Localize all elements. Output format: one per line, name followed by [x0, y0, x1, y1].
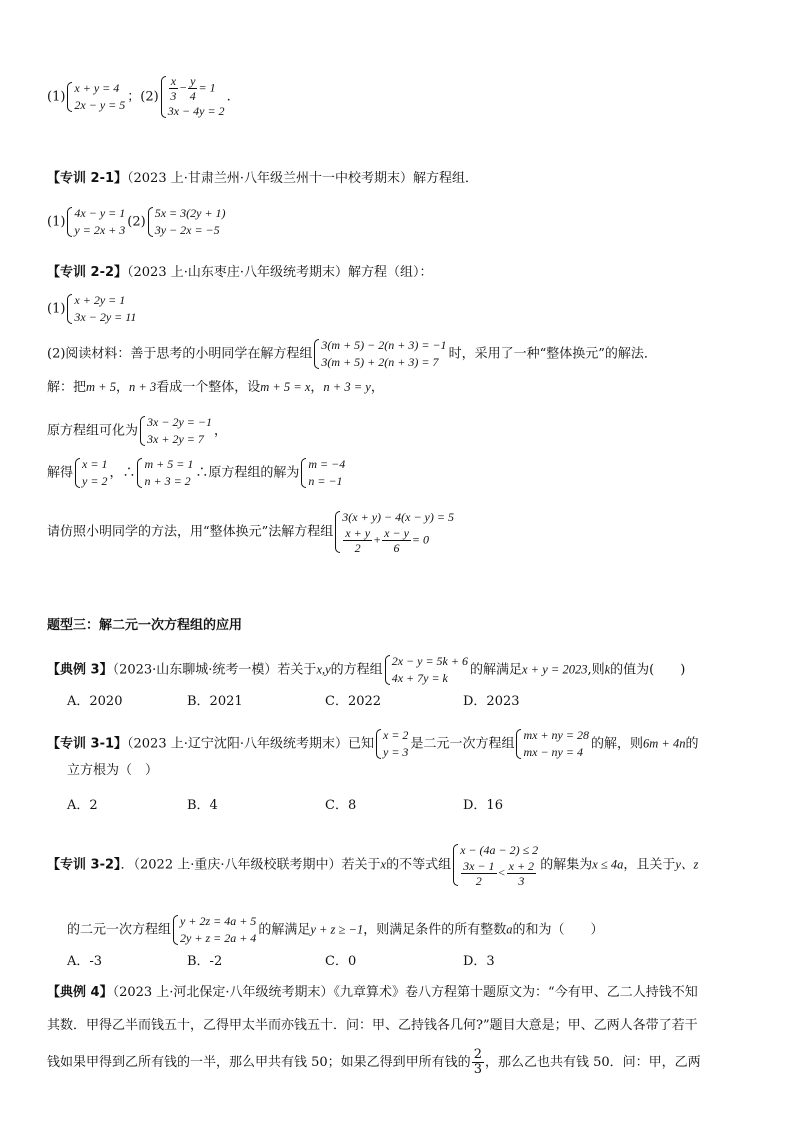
equation-system	[137, 456, 193, 490]
text: 的二元一次方程组	[67, 922, 172, 938]
math: n + 3	[129, 380, 157, 394]
eq-row: 2x − y = 5	[74, 98, 126, 112]
option-d: D．3	[463, 954, 495, 969]
math: m + 5 = x	[260, 380, 311, 394]
eq-row: 5x = 3(2y + 1)	[154, 206, 226, 220]
eq-row: m + 5 = 1	[144, 457, 194, 471]
eq-row: 3x − 2y = 11	[74, 310, 137, 324]
text: ，则满足条件的所有整数	[363, 922, 507, 938]
equation-system	[67, 80, 125, 114]
text: ，	[370, 380, 384, 395]
option-b: B．4	[187, 798, 218, 813]
text: 的解满足	[258, 922, 311, 938]
text: ．（2022 上·重庆·八年级校联考期中）若关于	[120, 857, 381, 873]
text: 的解集为	[540, 857, 593, 873]
denominator: 2	[354, 541, 361, 555]
text: 的不等式组	[386, 857, 452, 873]
eq-row: m = −4	[308, 457, 346, 471]
part-label: (1)	[47, 214, 66, 230]
operator: <	[497, 865, 506, 880]
denominator: 6	[393, 541, 400, 555]
option-d: D．2023	[463, 694, 520, 709]
equation-system	[148, 205, 226, 239]
part-label: (1)	[47, 301, 66, 317]
text: 看成一个整体，设	[156, 380, 261, 395]
eq-row: x = 1	[82, 457, 108, 471]
fraction	[343, 526, 372, 555]
problem-tag: 【专训 3-2】	[47, 857, 121, 873]
zx22-imitate	[47, 509, 456, 555]
equation-system	[75, 456, 107, 490]
math: x + y = 2023	[521, 662, 588, 677]
text: 的和为（ ）	[512, 922, 604, 938]
period: .	[226, 89, 231, 105]
eq-row: 3x − 2y = −1	[147, 415, 212, 429]
text: 的方程组	[330, 662, 383, 678]
equation-system	[140, 414, 212, 448]
dl4-line3	[47, 1048, 701, 1077]
dl4-line1	[47, 985, 698, 1001]
fraction	[507, 859, 536, 888]
denominator: 3	[518, 874, 525, 888]
equation-system	[335, 509, 454, 555]
problem-tag: 【专训 3-1】	[47, 736, 128, 752]
equation-system	[385, 653, 468, 687]
option-c: C．2022	[325, 694, 382, 709]
problem-tag: 【典例 3】	[47, 662, 113, 678]
eq-row: mx + ny = 28	[523, 728, 589, 742]
math: a	[506, 922, 513, 937]
text: ，	[213, 423, 227, 439]
eq-row: 2x − y = 5k + 6	[391, 654, 468, 668]
math: 6m + 4n	[642, 736, 686, 751]
zx22-solution-intro	[47, 379, 384, 396]
eq-row: $\frac{x}{3}$ − $\frac{y}{4}$ = 1	[170, 74, 216, 103]
eq-row: x + y = 4	[74, 81, 120, 95]
dl3-question	[47, 653, 685, 687]
option-c: C．0	[325, 954, 357, 969]
equation-system	[516, 727, 589, 761]
text: ，且关于	[623, 857, 676, 873]
eq-row: 2y + z = 2a + 4	[180, 931, 257, 945]
text: 的解，则	[590, 736, 643, 752]
fraction	[472, 1048, 484, 1077]
fraction	[461, 859, 496, 888]
zx21-equations	[47, 205, 228, 239]
text: 时，采用了一种“整体换元”的解法．	[448, 346, 657, 362]
zx32-question	[47, 842, 698, 888]
eq-row: 4x + 7y = k	[391, 671, 448, 685]
equation-system	[173, 913, 256, 947]
math: n + 3 = y	[323, 380, 371, 394]
option-b: B．2021	[187, 694, 243, 709]
text: 的	[685, 736, 699, 752]
eq-row: y = 2	[82, 474, 108, 488]
zx22-orig	[47, 414, 227, 448]
section-title: 题型三：解二元一次方程组的应用	[47, 618, 243, 633]
denominator: 2	[475, 874, 482, 888]
option-a: A．2020	[67, 694, 123, 709]
zx32-line2	[67, 913, 604, 947]
eq-row: x + 2y = 1	[74, 293, 126, 307]
text: 请仿照小明同学的方法，用“整体换元”法解方程组	[47, 524, 334, 540]
equation-system	[314, 337, 446, 371]
eq-row: 3(m + 5) + 2(n + 3) = 7	[321, 355, 439, 369]
denominator: 3	[170, 89, 177, 103]
eq-row: 4x − y = 1	[74, 206, 126, 220]
eq-row: 3x − 4y = 2	[167, 104, 225, 118]
text: （2023·山东聊城·统考一模）若关于	[112, 662, 317, 678]
fraction	[188, 74, 197, 103]
eq-tail: = 1	[198, 80, 216, 95]
option-a: A．-3	[67, 954, 103, 969]
math: x ≤ 4a	[592, 857, 624, 872]
eq-row	[460, 859, 538, 888]
text: 原方程组可化为	[47, 423, 139, 439]
separator: ；(2)	[127, 89, 159, 105]
eq-row: 3x + 2y = 7	[147, 432, 204, 446]
text: （2023 上·辽宁沈阳·八年级统考期末）已知	[127, 736, 374, 752]
problem-tag: 【典例 4】	[47, 985, 113, 1000]
text: 钱如果甲得到乙所有钱的一半，那么甲共有钱 50；如果乙得到甲所有钱的	[47, 1055, 471, 1070]
text: ∴原方程组的解为	[195, 465, 300, 481]
eq-tail: = 0	[411, 532, 430, 547]
eq-row: 3(m + 5) − 2(n + 3) = −1	[321, 338, 447, 352]
math: x	[380, 857, 387, 872]
eq-row: x − (4a − 2) ≤ 2	[460, 843, 539, 857]
part-label: (2)	[127, 214, 146, 230]
zx22-solved	[47, 456, 347, 490]
problem-tag: 【专训 2-2】	[47, 265, 128, 280]
zx31-line2: 立方根为（ ）	[67, 763, 159, 778]
numerator: x − y	[384, 526, 409, 540]
zx31-question	[47, 727, 698, 761]
problem-tag: 【专训 2-1】	[47, 171, 128, 186]
eq-row: n = −1	[308, 474, 343, 488]
top-equations	[47, 74, 231, 120]
eq-row: 3y − 2x = −5	[154, 223, 220, 237]
text: ,则	[587, 662, 605, 678]
text: 的值为( )	[610, 662, 686, 678]
eq-row: mx − ny = 4	[523, 745, 583, 759]
numerator: 3x − 1	[463, 859, 495, 873]
text: ，∴	[109, 465, 136, 481]
text: ，	[115, 380, 129, 395]
text: （2023 上·河北保定·八年级统考期末）《九章算术》卷八方程第十题原文为：“今有甲、乙二人持钱不知	[112, 985, 698, 1000]
numerator: 2	[473, 1047, 482, 1062]
eq-row: x = 2	[383, 728, 409, 742]
text: 是二元一次方程组	[410, 736, 515, 752]
eq-row: 3(x + y) − 4(x − y) = 5	[342, 510, 454, 524]
option-c: C．8	[325, 798, 357, 813]
equation-system	[376, 727, 408, 761]
zx22-header	[47, 265, 433, 281]
fraction	[169, 74, 178, 103]
math: y + z ≥ −1	[310, 922, 364, 937]
problem-source: （2023 上·甘肃兰州·八年级兰州十一中校考期末）解方程组．	[127, 171, 478, 186]
math: k	[604, 662, 611, 677]
eq-row: y + 2z = 4a + 5	[180, 914, 257, 928]
math: m + 5	[86, 380, 116, 394]
equation-system	[301, 456, 345, 490]
text: ，	[310, 380, 324, 395]
numerator: x + 2	[508, 859, 535, 873]
math: y、z	[675, 857, 699, 872]
problem-source: （2023 上·山东枣庄·八年级统考期末）解方程（组）：	[127, 265, 433, 280]
text: 解：把	[47, 380, 87, 395]
denominator: 3	[473, 1062, 482, 1077]
eq-row: n + 3 = 2	[144, 474, 191, 488]
text: (2)阅读材料：善于思考的小明同学在解方程组	[47, 346, 313, 362]
denominator: 4	[189, 89, 196, 103]
text: ，那么乙也共有钱 50．问：甲，乙两	[484, 1055, 701, 1070]
eq-row: $\frac{x + y}{2}$ + $\frac{x - y}{6}$ = 0	[345, 526, 430, 555]
q1-prefix: (1)	[47, 89, 66, 105]
option-a: A．2	[67, 798, 98, 813]
equation-system	[67, 205, 125, 239]
text: 解得	[47, 465, 74, 481]
option-b: B．-2	[187, 954, 223, 969]
text: 的解满足	[469, 662, 522, 678]
zx22-reading	[47, 337, 657, 371]
math: x,y	[316, 662, 331, 677]
eq-row: y = 2x + 3	[74, 223, 126, 237]
numerator: y	[190, 74, 196, 88]
eq-row: y = 3	[383, 745, 409, 759]
zx21-header	[47, 171, 478, 187]
inequality-system	[453, 842, 538, 888]
dl4-line2: 其数．甲得乙半而钱五十，乙得甲太半而亦钱五十．问：甲、乙持钱各几何?”题目大意是；甲、乙两人各带了若干	[47, 1018, 698, 1033]
numerator: x + y	[345, 526, 371, 540]
equation-system	[161, 74, 225, 120]
numerator: x	[170, 74, 177, 88]
fraction	[382, 526, 411, 555]
equation-system	[67, 292, 136, 326]
zx22-part1	[47, 292, 138, 326]
option-d: D．16	[463, 798, 503, 813]
